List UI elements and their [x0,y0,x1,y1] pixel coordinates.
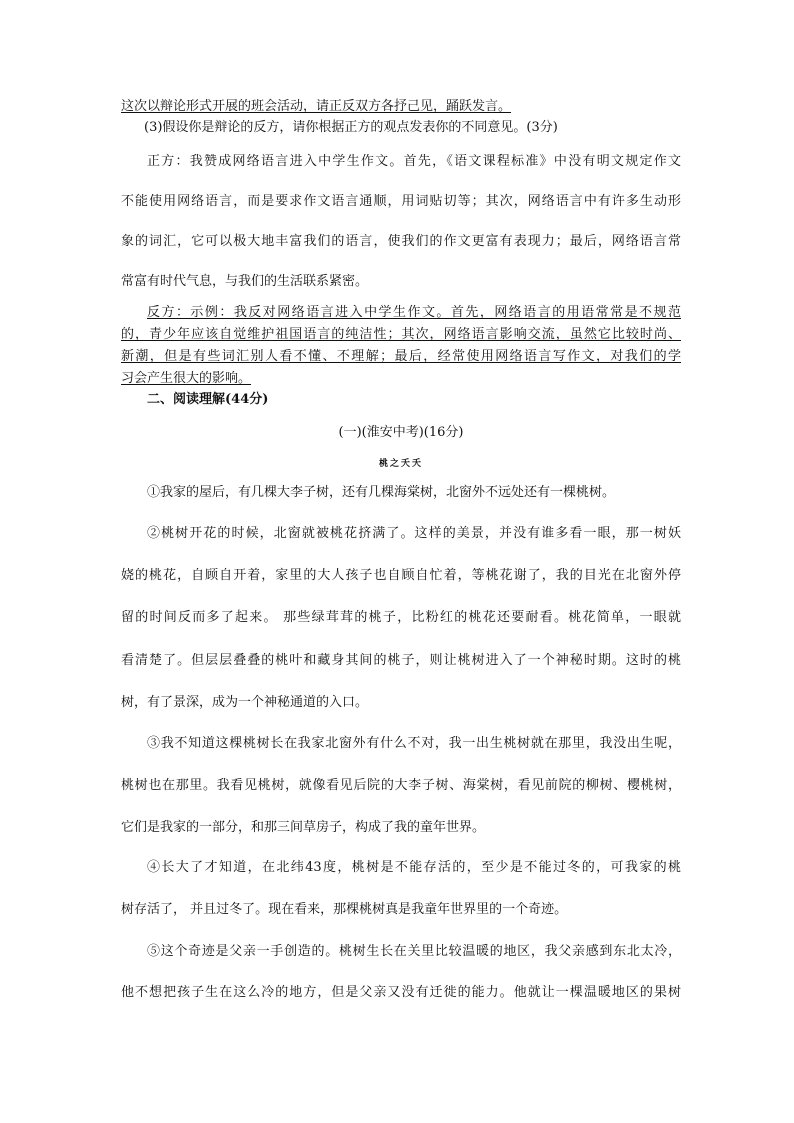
answer-line: 这次以辩论形式开展的班会活动，请正反双方各抒己见，踊跃发言。 [121,99,512,114]
section-heading: 二、阅读理解(44分) [147,392,269,407]
paragraph-2-line-4: 看清楚了。但层层叠叠的桃叶和藏身其间的桃子，则让桃树进入了一个神秘时期。这时的桃 [121,653,681,668]
negative-answer-line-1: 反方：示例：我反对网络语言进入中学生作文。首先，网络语言的用语常常是不规范 [147,305,681,320]
negative-answer-line-4: 习会产生很大的影响。 [121,371,252,386]
affirmative-line-2: 不能使用网络语言，而是要求作文语言通顺，用词贴切等；其次，网络语言中有许多生动形 [121,194,681,209]
question-3: (3)假设你是辩论的反方，请你根据正方的观点发表你的不同意见。(3分) [144,120,558,135]
affirmative-line-4: 常富有时代气息，与我们的生活联系紧密。 [121,274,369,289]
paragraph-3-line-3: 它们是我家的一部分，和那三间草房子，构成了我的童年世界。 [121,820,486,835]
paragraph-5-line-2: 他不想把孩子生在这么冷的地方，但是父亲又没有迁徙的能力。他就让一棵温暖地区的果树 [121,985,681,1000]
passage-source: (一)(淮安中考)(16分) [338,425,464,440]
paragraph-2-line-2: 娆的桃花，自顾自开着，家里的大人孩子也自顾自忙着，等桃花谢了，我的目光在北窗外停 [121,568,681,583]
affirmative-line-3: 象的词汇，它可以极大地丰富我们的语言，使我们的作文更富有表现力；最后，网络语言常 [121,234,681,249]
negative-answer-line-2: 的，青少年应该自觉维护祖国语言的纯洁性；其次，网络语言影响交流，虽然它比较时尚、 [121,327,681,342]
paragraph-1: ①我家的屋后，有几棵大李子树，还有几棵海棠树，北窗外不远处还有一棵桃树。 [147,485,616,500]
paragraph-4-line-1: ④长大了才知道，在北纬43度，桃树是不能存活的，至少是不能过冬的，可我家的桃 [147,860,681,875]
paragraph-5-line-1: ⑤这个奇迹是父亲一手创造的。桃树生长在关里比较温暖的地区，我父亲感到东北太冷， [147,944,681,959]
paragraph-2-line-3: 留的时间反而多了起来。 那些绿茸茸的桃子，比粉红的桃花还要耐看。桃花简单，一眼就 [121,610,681,625]
paragraph-2-line-5: 树，有了景深，成为一个神秘通道的入口。 [121,695,369,710]
paragraph-4-line-2: 树存活了， 并且过冬了。现在看来，那棵桃树真是我童年世界里的一个奇迹。 [121,902,568,917]
paragraph-3-line-1: ③我不知道这棵桃树长在我家北窗外有什么不对，我一出生桃树就在那里，我没出生呢， [147,736,681,751]
paragraph-3-line-2: 桃树也在那里。我看见桃树，就像看见后院的大李子树、海棠树，看见前院的柳树、樱桃树， [121,778,681,793]
negative-answer-line-3: 新潮，但是有些词汇别人看不懂、不理解；最后，经常使用网络语言写作文，对我们的学 [121,349,681,364]
paragraph-2-line-1: ②桃树开花的时候，北窗就被桃花挤满了。这样的美景，并没有谁多看一眼，那一树妖 [147,526,681,541]
affirmative-line-1: 正方：我赞成网络语言进入中学生作文。首先，《语文课程标准》中没有明文规定作文 [147,154,681,169]
passage-title: 桃之夭夭 [378,459,423,469]
